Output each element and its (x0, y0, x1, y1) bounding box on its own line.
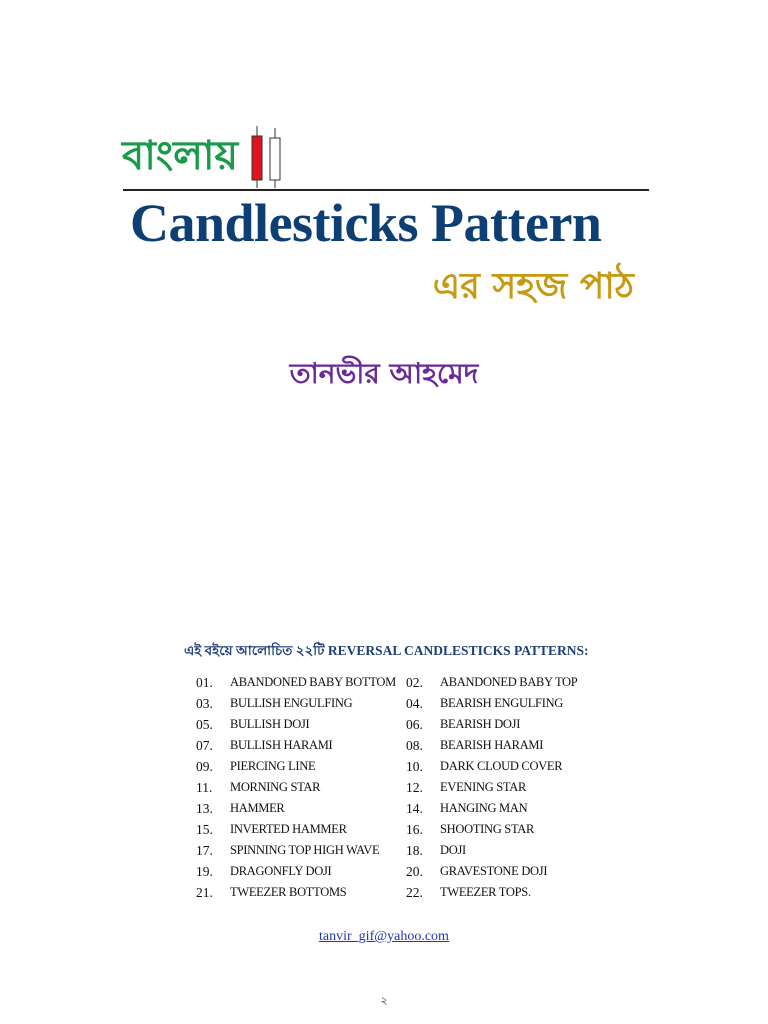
pattern-name: HANGING MAN (440, 800, 528, 815)
pattern-number: 20. (406, 863, 423, 879)
pattern-item (196, 759, 406, 775)
pattern-item (196, 696, 406, 712)
pattern-item (196, 864, 406, 880)
pattern-row (196, 693, 616, 714)
pattern-item (406, 885, 616, 901)
pattern-item (196, 780, 406, 796)
pattern-item (196, 885, 406, 901)
pattern-number: 15. (196, 821, 213, 837)
pattern-name: ABANDONED BABY BOTTOM (230, 674, 396, 689)
pattern-row (196, 861, 616, 882)
pattern-name: DARK CLOUD COVER (440, 758, 563, 773)
pattern-number: 16. (406, 821, 423, 837)
pattern-list-heading: এই বইয়ে আলোচিত ২২টি REVERSAL CANDLESTICKS PATTERNS: (184, 643, 589, 658)
pattern-row (196, 756, 616, 777)
pattern-row (196, 735, 616, 756)
page-number: ২ (380, 994, 388, 1007)
pattern-number: 21. (196, 884, 213, 900)
pattern-number: 19. (196, 863, 213, 879)
pattern-name: BEARISH HARAMI (440, 737, 544, 752)
pattern-item (406, 675, 616, 691)
pattern-name: TWEEZER TOPS. (440, 884, 531, 899)
pattern-name: BULLISH DOJI (230, 716, 310, 731)
pattern-name: INVERTED HAMMER (230, 821, 347, 836)
pattern-item (406, 780, 616, 796)
pattern-item (406, 738, 616, 754)
pattern-row (196, 672, 616, 693)
pattern-name: SPINNING TOP HIGH WAVE (230, 842, 380, 857)
pattern-number: 13. (196, 800, 213, 816)
pattern-item (406, 822, 616, 838)
pattern-number: 04. (406, 695, 423, 711)
pattern-item (406, 717, 616, 733)
pattern-number: 05. (196, 716, 213, 732)
pattern-name: BULLISH HARAMI (230, 737, 333, 752)
pattern-number: 22. (406, 884, 423, 900)
pattern-name: BEARISH DOJI (440, 716, 521, 731)
pattern-number: 03. (196, 695, 213, 711)
pattern-item (406, 801, 616, 817)
pattern-row (196, 819, 616, 840)
pattern-item (196, 717, 406, 733)
pattern-name: EVENING STAR (440, 779, 527, 794)
candlestick-logo-icons (250, 126, 284, 188)
pattern-number: 06. (406, 716, 423, 732)
pattern-number: 14. (406, 800, 423, 816)
pattern-name: ABANDONED BABY TOP (440, 674, 578, 689)
pattern-list (196, 672, 616, 903)
pattern-row (196, 714, 616, 735)
pattern-number: 07. (196, 737, 213, 753)
pattern-name: HAMMER (230, 800, 285, 815)
pattern-row (196, 798, 616, 819)
pattern-name: GRAVESTONE DOJI (440, 863, 548, 878)
pattern-item (406, 696, 616, 712)
pattern-name: SHOOTING STAR (440, 821, 535, 836)
pattern-item (196, 843, 406, 859)
pattern-item (196, 801, 406, 817)
subtitle: এর সহজ পাঠ (432, 266, 634, 307)
pattern-number: 08. (406, 737, 423, 753)
red-candlestick-icon (252, 126, 262, 188)
pattern-name: DOJI (440, 842, 466, 857)
pattern-item (196, 738, 406, 754)
pattern-item (406, 864, 616, 880)
pattern-item (196, 675, 406, 691)
pattern-name: PIERCING LINE (230, 758, 316, 773)
author-email-link[interactable]: tanvir_gif@yahoo.com (319, 929, 449, 944)
pattern-item (196, 822, 406, 838)
pattern-row (196, 882, 616, 903)
main-title: Candlesticks Pattern (130, 193, 602, 253)
pattern-row (196, 777, 616, 798)
pattern-name: BEARISH ENGULFING (440, 695, 564, 710)
pattern-row (196, 840, 616, 861)
pattern-item (406, 759, 616, 775)
logo-word: বাংলায় (122, 133, 239, 179)
white-candlestick-icon (270, 128, 280, 188)
pattern-number: 18. (406, 842, 423, 858)
pattern-number: 02. (406, 674, 423, 690)
pattern-name: DRAGONFLY DOJI (230, 863, 332, 878)
pattern-name: BULLISH ENGULFING (230, 695, 353, 710)
pattern-number: 12. (406, 779, 423, 795)
pattern-number: 01. (196, 674, 213, 690)
pattern-item (406, 843, 616, 859)
pattern-name: MORNING STAR (230, 779, 321, 794)
pattern-number: 10. (406, 758, 423, 774)
pattern-number: 09. (196, 758, 213, 774)
author-name: তানভীর আহমেদ (289, 357, 479, 390)
pattern-number: 17. (196, 842, 213, 858)
pattern-number: 11. (196, 779, 213, 795)
pattern-name: TWEEZER BOTTOMS (230, 884, 347, 899)
